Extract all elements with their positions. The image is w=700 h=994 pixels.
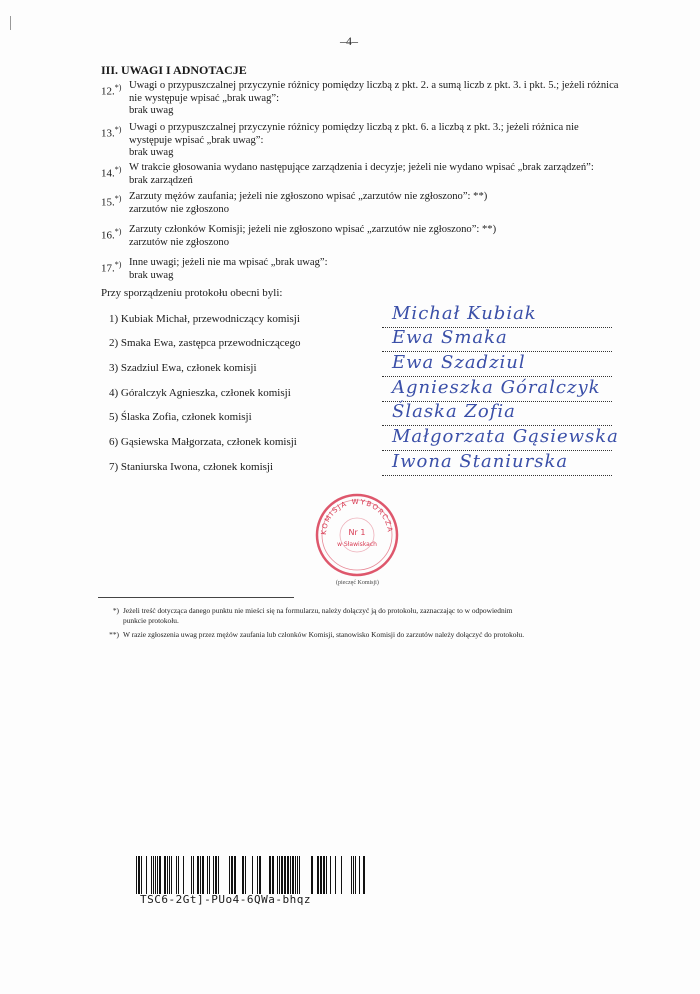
remark-text: Zarzuty członków Komisji; jeżeli nie zgłoszono wpisać „zarzutów nie zgłoszono”: **) (129, 224, 497, 235)
scan-edge-mark (10, 16, 11, 30)
barcode-bar (297, 856, 298, 894)
member-name: 4) Góralczyk Agnieszka, członek komisji (109, 387, 291, 399)
footnote-text: Jeżeli treść dotycząca danego punktu nie mieści się na formularzu, należy dołączyć ją do protokołu, zaznaczając to w odpowiednim (123, 606, 513, 615)
barcode-text: TSC6-2Gt]-PUo4-6QWa-bhqz (140, 893, 311, 906)
remark-item (101, 162, 621, 187)
barcode-bar (229, 856, 230, 894)
remark-answer: brak uwag (129, 147, 174, 158)
footnote-mark: **) (109, 630, 119, 639)
stamp-bottom-text: w Sławiskach (337, 541, 377, 548)
remark-number: 12.*) (101, 83, 122, 98)
barcode-bar (136, 856, 137, 894)
remark-text: Uwagi o przypuszczalnej przyczynie różnicy pomiędzy liczbą z pkt. 2. a sumą liczb z pkt. 3. i pkt. 5.; jeżeli różnica nie występuje wpisać „brak uwag”: (129, 80, 619, 104)
barcode-bar (326, 856, 327, 894)
footnote-text: W razie zgłoszenia uwag przez mężów zaufania lub członków Komisji, stanowisko Komisji do zarzutów należy dołączyć do protokołu. (123, 630, 525, 639)
barcode-bar (353, 856, 354, 894)
barcode-bar (341, 856, 342, 894)
barcode-bar (167, 856, 168, 894)
barcode-bar (155, 856, 156, 894)
barcode-bar (317, 856, 319, 894)
barcode-bar (213, 856, 214, 894)
barcode-bar (138, 856, 140, 894)
barcode-bar (295, 856, 296, 894)
barcode-bar (259, 856, 261, 894)
barcode-bar (200, 856, 201, 894)
handwritten-signature: Ślaska Zofia (392, 401, 516, 422)
barcode-bar (287, 856, 289, 894)
barcode-bar (245, 856, 246, 894)
footnote-continuation: punkcie protokołu. (123, 616, 179, 625)
barcode-bar (183, 856, 184, 894)
barcode-bar (279, 856, 280, 894)
remark-answer: brak uwag (129, 269, 174, 281)
footnote (99, 630, 629, 640)
barcode-bar (257, 856, 258, 894)
barcode-bar (277, 856, 278, 894)
barcode-bar (292, 856, 294, 894)
page-number: –4– (340, 34, 358, 48)
remark-text: W trakcie głosowania wydano następujące zarządzenia i decyzje; jeżeli nie wydano wpisać „brak zarządzeń”: (129, 162, 594, 173)
footnote-mark: *) (112, 606, 119, 615)
barcode-bar (171, 856, 172, 894)
handwritten-signature: Iwona Staniurska (392, 451, 569, 472)
member-name: 7) Staniurska Iwona, członek komisji (109, 461, 274, 473)
remark-item (101, 122, 621, 160)
remark-text: Uwagi o przypuszczalnej przyczynie różnicy pomiędzy liczbą z pkt. 6. a liczbą z pkt. 3.; jeżeli różnica nie występuje wpisać „brak uwag”: (129, 122, 579, 146)
barcode-bar (359, 856, 360, 894)
barcode-bar (202, 856, 204, 894)
section-title: III. UWAGI I ADNOTACJE (101, 63, 247, 77)
barcode-bar (207, 856, 208, 894)
member-name: 6) Gąsiewska Małgorzata, członek komisji (109, 436, 297, 448)
barcode-bar (176, 856, 177, 894)
remark-item (101, 191, 621, 216)
member-name: 1) Kubiak Michał, przewodniczący komisji (109, 313, 300, 325)
barcode-bar (197, 856, 199, 894)
barcode-bar (311, 856, 313, 894)
barcode-bar (330, 856, 331, 894)
remark-number: 13.*) (101, 125, 122, 140)
remark-answer: zarzutów nie zgłoszono (129, 203, 230, 215)
barcode-bar (269, 856, 271, 894)
barcode-bar (209, 856, 210, 894)
handwritten-signature: Ewa Szadziul (392, 352, 526, 373)
remark-number: 16.*) (101, 227, 122, 242)
barcode-bar (234, 856, 236, 894)
member-name: 5) Ślaska Zofia, członek komisji (109, 411, 252, 423)
remark-item (101, 80, 621, 118)
barcode-bar (151, 856, 152, 894)
barcode-bar (299, 856, 300, 894)
barcode-bar (191, 856, 192, 894)
stamp-center-text: Nr 1 (348, 528, 366, 537)
barcode-bar (218, 856, 219, 894)
barcode-bar (153, 856, 154, 894)
barcode-bar (231, 856, 233, 894)
barcode-bar (159, 856, 161, 894)
commission-stamp (312, 490, 402, 580)
barcode (136, 856, 368, 894)
stamp-label: (pieczęć Komisji) (336, 580, 379, 586)
barcode-bar (335, 856, 336, 894)
barcode-bar (355, 856, 356, 894)
barcode-bar (281, 856, 283, 894)
remark-number: 17.*) (101, 260, 122, 275)
barcode-bar (193, 856, 194, 894)
stamp-top-text: KOMISJA WYBORCZA (319, 497, 395, 536)
handwritten-signature: Małgorzata Gąsiewska (392, 426, 619, 447)
barcode-bar (146, 856, 147, 894)
barcode-bar (252, 856, 253, 894)
handwritten-signature: Michał Kubiak (392, 303, 537, 324)
handwritten-signature: Agnieszka Góralczyk (392, 377, 601, 398)
barcode-bar (141, 856, 142, 894)
present-title: Przy sporządzeniu protokołu obecni byli: (101, 287, 283, 299)
barcode-bar (215, 856, 217, 894)
barcode-bar (320, 856, 322, 894)
barcode-bar (323, 856, 325, 894)
remark-item (101, 224, 621, 249)
barcode-bar (242, 856, 244, 894)
remark-answer: zarzutów nie zgłoszono (129, 236, 230, 248)
footnote-divider (98, 597, 294, 598)
remark-number: 14.*) (101, 165, 122, 180)
footnote (99, 606, 629, 626)
remark-item (101, 257, 621, 282)
barcode-bar (284, 856, 286, 894)
barcode-bar (164, 856, 166, 894)
remark-text: Zarzuty mężów zaufania; jeżeli nie zgłoszono wpisać „zarzutów nie zgłoszono”: **) (129, 191, 488, 202)
barcode-bar (272, 856, 274, 894)
handwritten-signature: Ewa Smaka (392, 327, 508, 348)
member-name: 3) Szadziul Ewa, członek komisji (109, 362, 257, 374)
barcode-bar (157, 856, 158, 894)
remark-number: 15.*) (101, 194, 122, 209)
barcode-bar (178, 856, 179, 894)
barcode-bar (290, 856, 291, 894)
barcode-bar (169, 856, 170, 894)
remark-text: Inne uwagi; jeżeli nie ma wpisać „brak uwag”: (129, 257, 328, 268)
remark-answer: brak uwag (129, 105, 174, 116)
barcode-bar (363, 856, 365, 894)
remark-answer: brak zarządzeń (129, 174, 193, 186)
member-name: 2) Smaka Ewa, zastępca przewodniczącego (109, 337, 301, 349)
barcode-bar (351, 856, 352, 894)
